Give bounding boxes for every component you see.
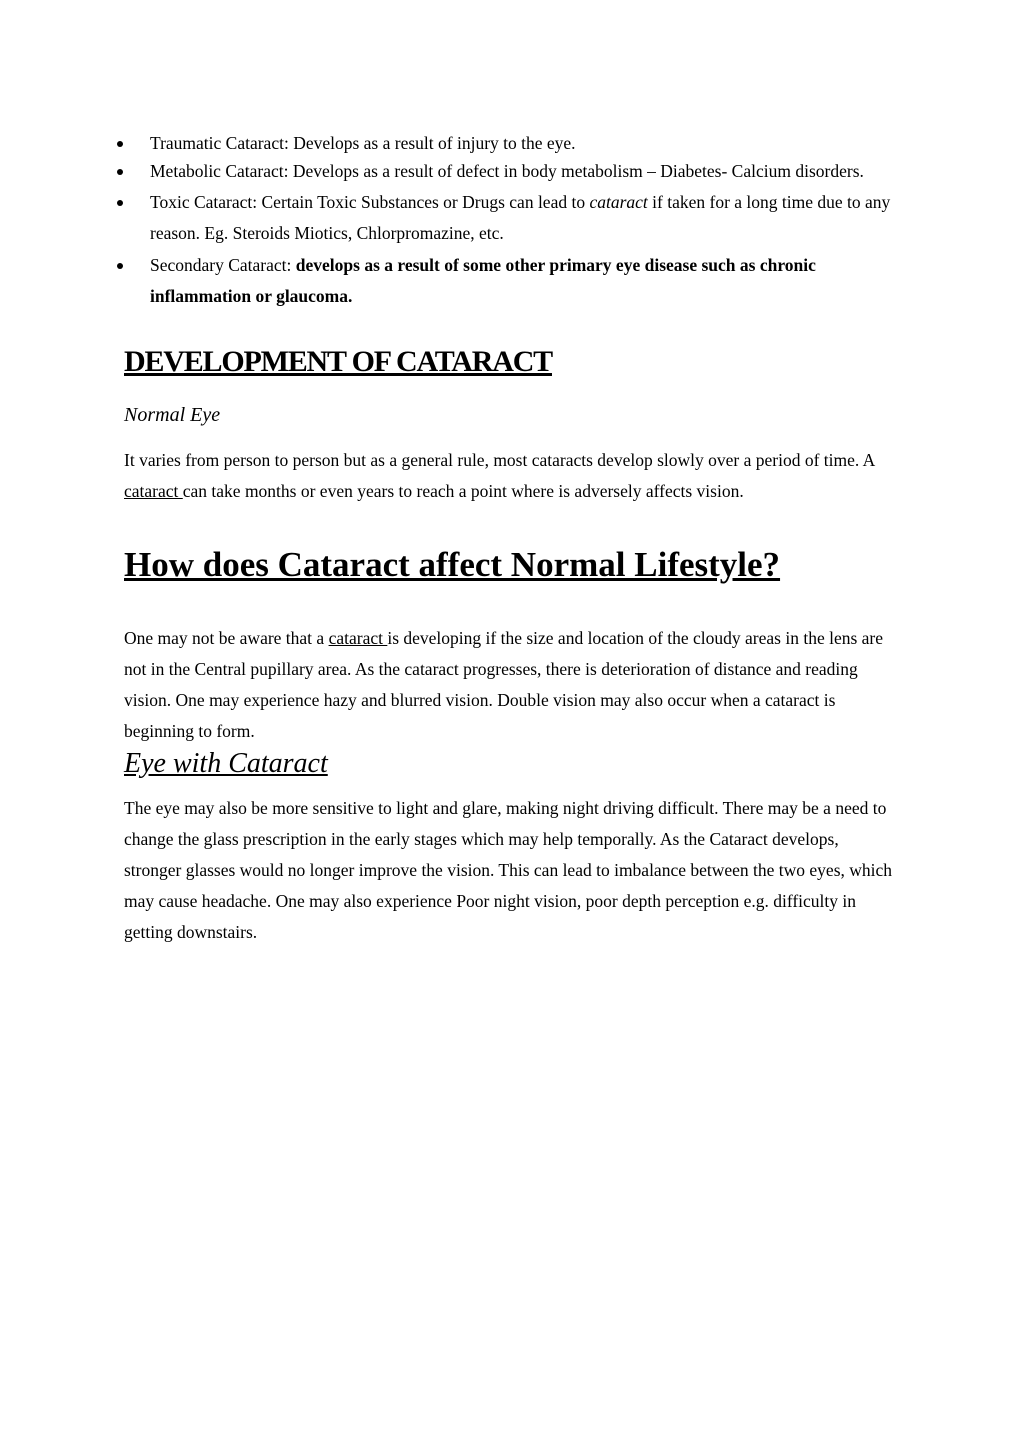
development-text-start: It varies from person to person but as a general rule, most cataracts develop slowly over a period of time. A [124, 450, 875, 470]
bullet-icon [117, 169, 123, 175]
secondary-label: Secondary Cataract: [150, 255, 296, 275]
eye-with-cataract-subheading: Eye with Cataract [124, 748, 328, 779]
list-item-secondary [124, 250, 894, 312]
traumatic-text: Traumatic Cataract: Develops as a result of injury to the eye. [150, 133, 576, 153]
list-item-toxic [124, 187, 894, 249]
cataract-link[interactable]: cataract [124, 481, 183, 501]
bullet-icon [117, 200, 123, 206]
list-item-traumatic [124, 128, 894, 159]
lifestyle-paragraph [124, 623, 894, 747]
development-heading: DEVELOPMENT OF CATARACT [124, 345, 552, 378]
metabolic-text: Metabolic Cataract: Develops as a result of defect in body metabolism – Diabetes- Calcium disorders. [150, 161, 864, 181]
cataract-types-list [124, 128, 894, 312]
toxic-text-start: Toxic Cataract: Certain Toxic Substances or Drugs can lead to [150, 192, 590, 212]
symptoms-paragraph: The eye may also be more sensitive to light and glare, making night driving difficult. There may be a need to change the glass prescription in the early stages which may help temporally. As the Cataract develops, stronger glasses would no longer improve the vision. This can lead to imbalance between the two eyes, which may cause headache. One may also experience Poor night vision, poor depth perception e.g. difficulty in getting downstairs. [124, 798, 893, 942]
secondary-text-bold: develops as a result of some other primary eye disease such as chronic inflammation or glaucoma. [150, 255, 816, 306]
development-text-end: can take months or even years to reach a point where is adversely affects vision. [182, 481, 744, 501]
normal-eye-subheading: Normal Eye [124, 404, 221, 426]
lifestyle-text-start: One may not be aware that a [124, 628, 329, 648]
cataract-link[interactable]: cataract [328, 628, 388, 648]
bullet-icon [117, 141, 123, 147]
toxic-text-end: if taken for a long time due to any reason. Eg. Steroids Miotics, Chlorpromazine, etc. [150, 192, 891, 243]
toxic-text-italic: cataract [589, 192, 648, 212]
lifestyle-text-end: is developing if the size and location of the cloudy areas in the lens are not in the Central pupillary area. As the cataract progresses, there is deterioration of distance and reading vision. One may experience hazy and blurred vision. Double vision may also occur when a cataract is beginning to form. [124, 628, 884, 741]
bullet-icon [117, 263, 123, 269]
development-paragraph [124, 445, 894, 507]
list-item-metabolic [124, 156, 894, 187]
lifestyle-heading: How does Cataract affect Normal Lifestyle? [124, 545, 781, 584]
document-page [124, 128, 894, 948]
